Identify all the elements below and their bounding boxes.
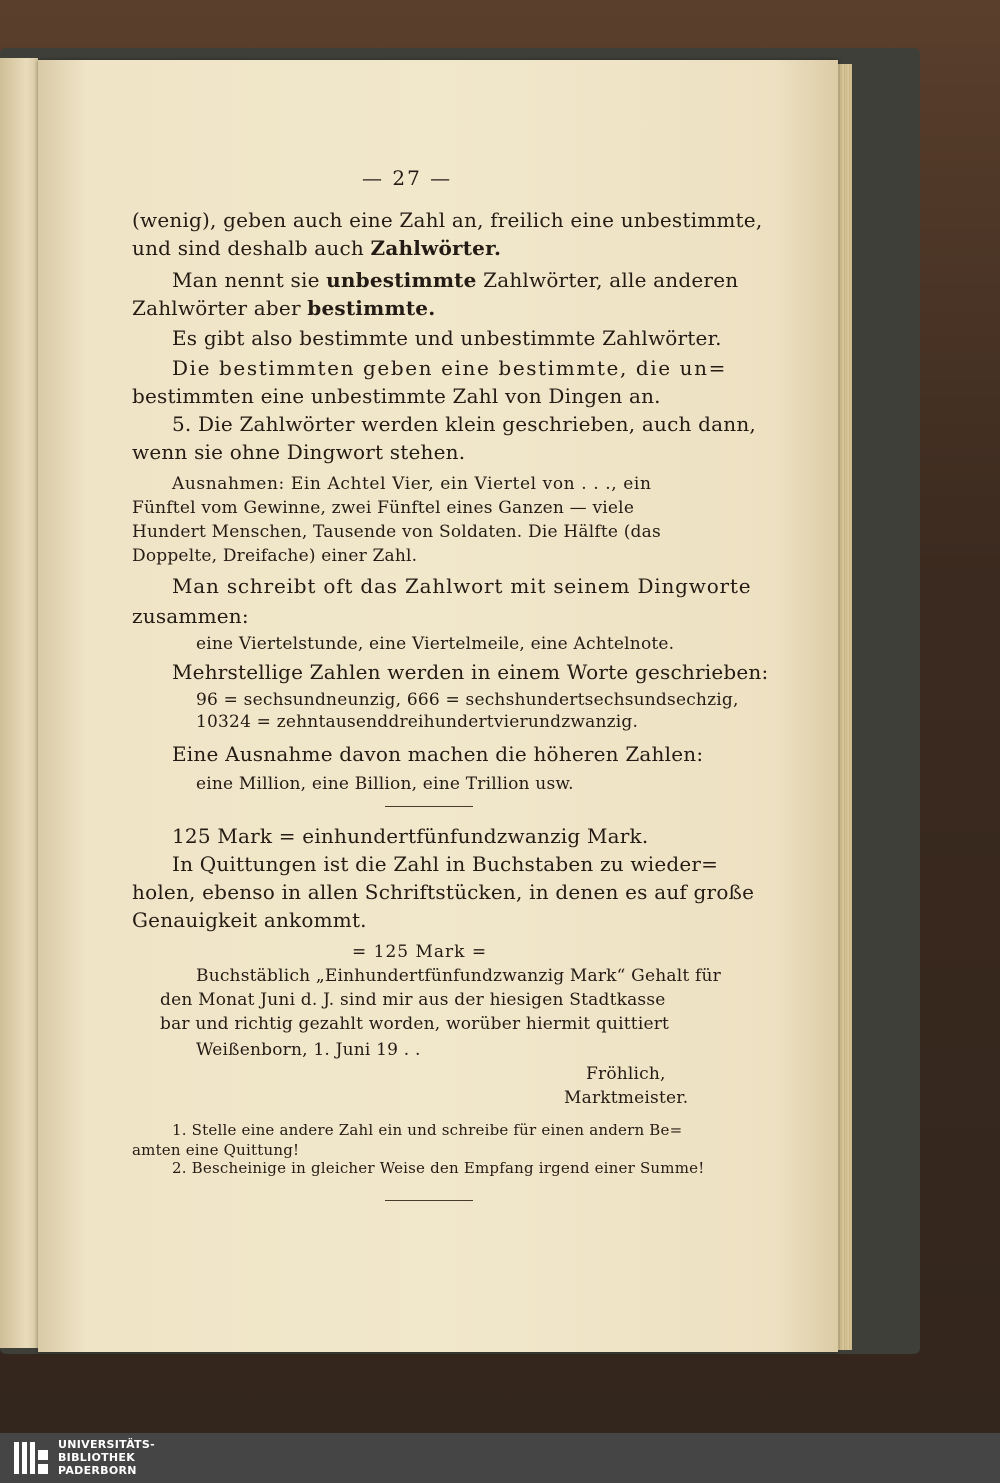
text-line: eine Viertelstunde, eine Viertelmeile, eine Achtelnote.	[196, 634, 675, 654]
library-logo-icon	[12, 1438, 52, 1478]
exercise-line: 2. Bescheinige in gleicher Weise den Empfang irgend einer Summe!	[172, 1159, 705, 1177]
text-line: Mehrstellige Zahlen werden in einem Worte geschrieben:	[172, 660, 769, 684]
text-line: (wenig), geben auch eine Zahl an, freilich eine unbestimmte,	[132, 208, 763, 232]
text-line: Doppelte, Dreifache) einer Zahl.	[132, 546, 418, 566]
receipt-title: Marktmeister.	[564, 1088, 689, 1108]
text-line: Es gibt also bestimmte und unbestimmte Zahlwörter.	[172, 326, 722, 350]
emphasis: unbestimmte	[326, 268, 477, 292]
receipt-line: bar und richtig gezahlt worden, worüber hiermit quittiert	[160, 1014, 670, 1034]
section-divider	[385, 1200, 473, 1201]
text-line: Eine Ausnahme davon machen die höheren Zahlen:	[172, 742, 704, 766]
text-line: zusammen:	[132, 604, 249, 628]
logo-line: PADERBORN	[58, 1464, 137, 1477]
receipt-line: den Monat Juni d. J. sind mir aus der hiesigen Stadtkasse	[160, 990, 666, 1010]
text-line: Ausnahmen: Ein Achtel Vier, ein Viertel von . . ., ein	[172, 474, 652, 494]
text-line: Man schreibt oft das Zahlwort mit seinem Dingworte	[172, 574, 752, 598]
text-line: 5. Die Zahlwörter werden klein geschrieben, auch dann,	[172, 412, 756, 436]
text-line: und sind deshalb auch Zahlwörter.	[132, 236, 502, 260]
receipt-amount: = 125 Mark =	[352, 942, 488, 962]
text-line: Fünftel vom Gewinne, zwei Fünftel eines Ganzen — viele	[132, 498, 635, 518]
text-line: Die bestimmten geben eine bestimmte, die un=	[172, 356, 727, 380]
text-line: Zahlwörter aber bestimmte.	[132, 296, 436, 320]
receipt-signature: Fröhlich,	[586, 1064, 666, 1084]
receipt-line: Weißenborn, 1. Juni 19 . .	[196, 1040, 421, 1060]
text-line: 10324 = zehntausenddreihundertvierundzwanzig.	[196, 712, 639, 732]
exercise-line: 1. Stelle eine andere Zahl ein und schreibe für einen andern Be=	[172, 1121, 683, 1139]
text-line: 125 Mark = einhundertfünfundzwanzig Mark.	[172, 824, 649, 848]
text-line: wenn sie ohne Dingwort stehen.	[132, 440, 466, 464]
exercise-line: amten eine Quittung!	[132, 1141, 300, 1159]
logo-line: UNIVERSITÄTS-	[58, 1438, 155, 1451]
logo-line: BIBLIOTHEK	[58, 1451, 136, 1464]
section-divider	[385, 806, 473, 807]
text-line: Genauigkeit ankommt.	[132, 908, 367, 932]
emphasis: bestimmte.	[307, 296, 436, 320]
text-line: eine Million, eine Billion, eine Trillion usw.	[196, 774, 574, 794]
text-line: Hundert Menschen, Tausende von Soldaten. Die Hälfte (das	[132, 522, 661, 542]
text-line: 96 = sechsundneunzig, 666 = sechshundertsechsundsechzig,	[196, 690, 739, 710]
text-line: bestimmten eine unbestimmte Zahl von Dingen an.	[132, 384, 661, 408]
text-line: In Quittungen ist die Zahl in Buchstaben zu wieder=	[172, 852, 719, 876]
text-line: holen, ebenso in allen Schriftstücken, in denen es auf große	[132, 880, 755, 904]
emphasis: Zahlwörter.	[370, 236, 502, 260]
text-line: Man nennt sie unbestimmte Zahlwörter, alle anderen	[172, 268, 739, 292]
library-logo-text	[58, 1438, 155, 1477]
receipt-line: Buchstäblich „Einhundertfünfundzwanzig Mark“ Gehalt für	[196, 966, 721, 986]
page-number: — 27 —	[362, 166, 453, 190]
